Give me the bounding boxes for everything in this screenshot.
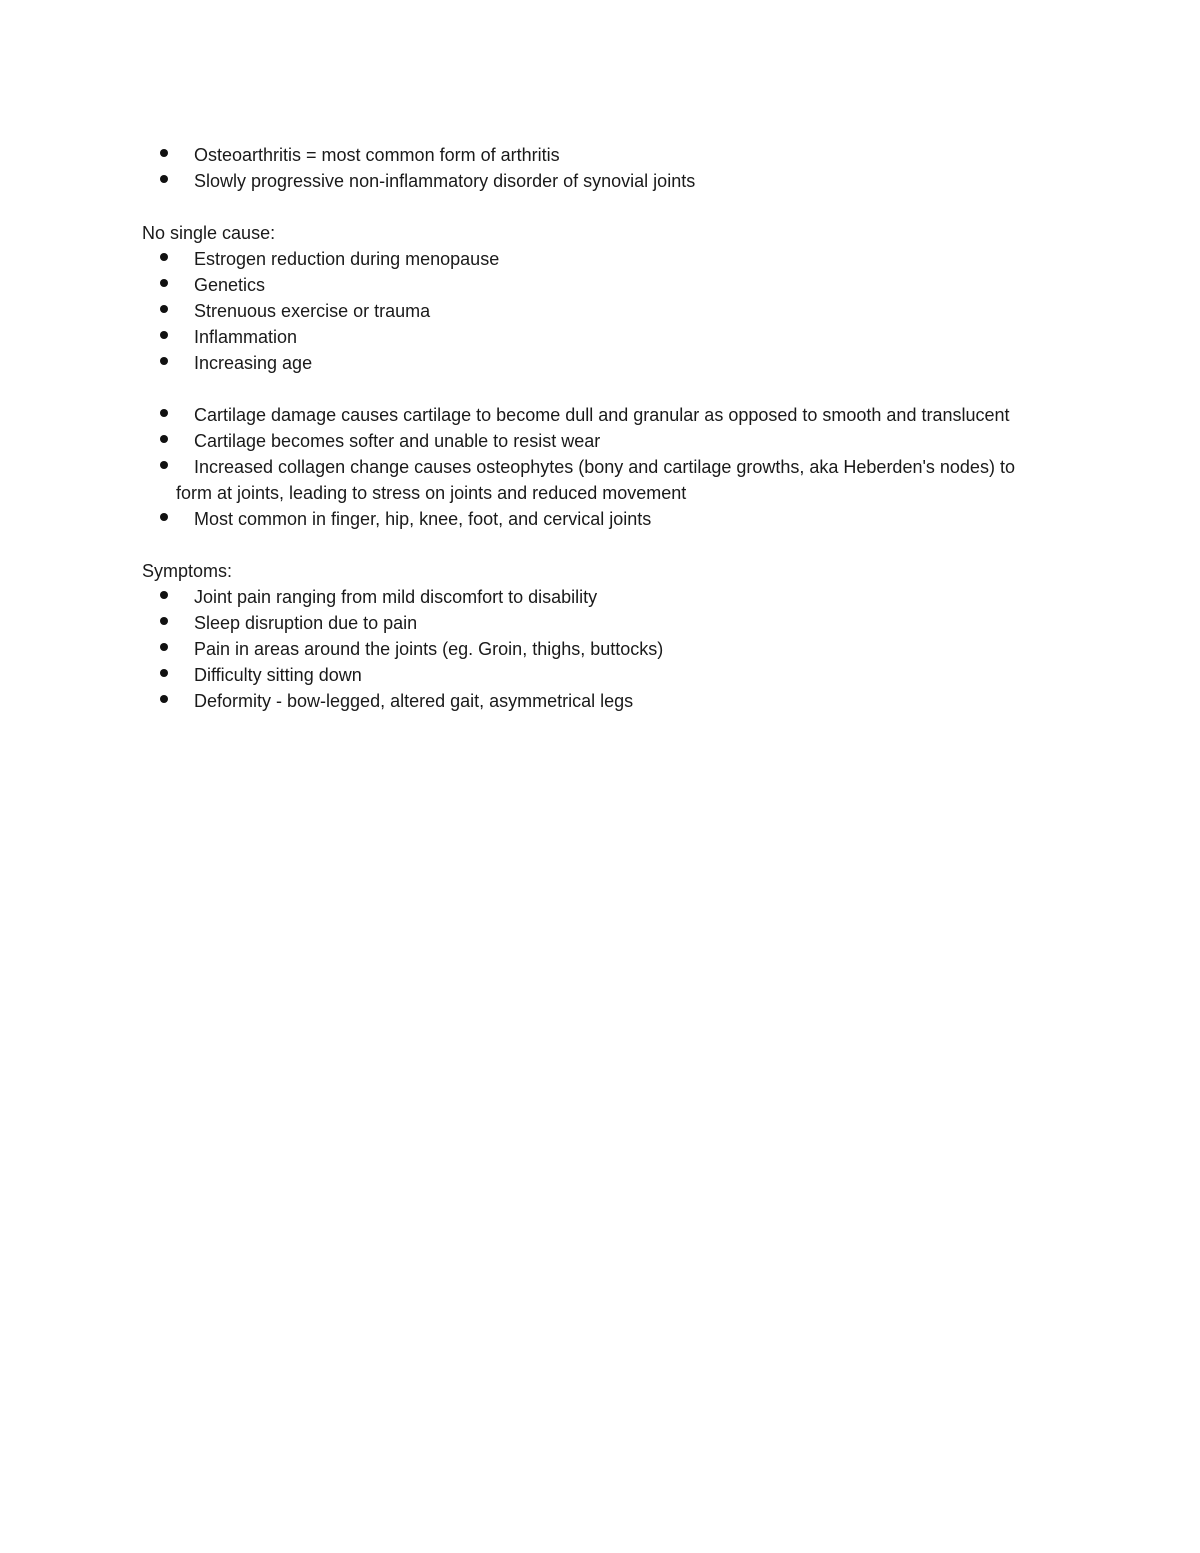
- list-item: [142, 350, 1042, 376]
- spacer: [142, 376, 1042, 402]
- bullet-icon: [160, 669, 168, 677]
- list-item: [142, 428, 1042, 454]
- list-item-text: Most common in finger, hip, knee, foot, and cervical joints: [194, 509, 652, 529]
- bullet-icon: [160, 513, 168, 521]
- bullet-icon: [160, 643, 168, 651]
- symptoms-heading: Symptoms:: [142, 561, 233, 581]
- list-item: [142, 506, 1042, 532]
- list-item: [142, 246, 1042, 272]
- causes-list: [142, 246, 1042, 376]
- bullet-icon: [160, 253, 168, 261]
- list-item-text: Genetics: [194, 275, 266, 295]
- list-item-text: Deformity - bow-legged, altered gait, asymmetrical legs: [194, 691, 634, 711]
- list-item: [142, 454, 1042, 506]
- causes-heading: No single cause:: [142, 223, 276, 243]
- list-item-text: Joint pain ranging from mild discomfort to disability: [194, 587, 598, 607]
- list-item-text: Increasing age: [194, 353, 313, 373]
- list-item: [142, 610, 1042, 636]
- list-item: [142, 688, 1042, 714]
- bullet-icon: [160, 617, 168, 625]
- pathology-list: [142, 402, 1042, 532]
- list-item: [142, 168, 1042, 194]
- list-item-text: Sleep disruption due to pain: [194, 613, 418, 633]
- bullet-icon: [160, 175, 168, 183]
- symptoms-list: [142, 584, 1042, 714]
- list-item: [142, 324, 1042, 350]
- list-item-text: Cartilage damage causes cartilage to become dull and granular as opposed to smooth and translucent: [194, 405, 1010, 425]
- list-item-text: Strenuous exercise or trauma: [194, 301, 431, 321]
- document-body: [142, 142, 1042, 714]
- list-item-text: Slowly progressive non-inflammatory disorder of synovial joints: [194, 171, 696, 191]
- list-item: [142, 402, 1042, 428]
- list-item-text: Cartilage becomes softer and unable to resist wear: [194, 431, 601, 451]
- list-item-text: Inflammation: [194, 327, 298, 347]
- list-item-text: Difficulty sitting down: [194, 665, 362, 685]
- bullet-icon: [160, 461, 168, 469]
- list-item: [142, 584, 1042, 610]
- list-item: [142, 662, 1042, 688]
- list-item-text: Increased collagen change causes osteophytes (bony and cartilage growths, aka Heberden's nodes) to form at joints, leading to stress on joints and reduced movement: [176, 457, 1015, 503]
- bullet-icon: [160, 695, 168, 703]
- list-item-text: Estrogen reduction during menopause: [194, 249, 500, 269]
- intro-list: [142, 142, 1042, 194]
- bullet-icon: [160, 435, 168, 443]
- bullet-icon: [160, 305, 168, 313]
- list-item-text: Pain in areas around the joints (eg. Groin, thighs, buttocks): [194, 639, 664, 659]
- bullet-icon: [160, 591, 168, 599]
- list-item: [142, 298, 1042, 324]
- bullet-icon: [160, 279, 168, 287]
- bullet-icon: [160, 357, 168, 365]
- list-item: [142, 636, 1042, 662]
- list-item-text: Osteoarthritis = most common form of arthritis: [194, 145, 560, 165]
- list-item: [142, 142, 1042, 168]
- bullet-icon: [160, 331, 168, 339]
- bullet-icon: [160, 409, 168, 417]
- list-item: [142, 272, 1042, 298]
- spacer: [142, 194, 1042, 220]
- bullet-icon: [160, 149, 168, 157]
- spacer: [142, 532, 1042, 558]
